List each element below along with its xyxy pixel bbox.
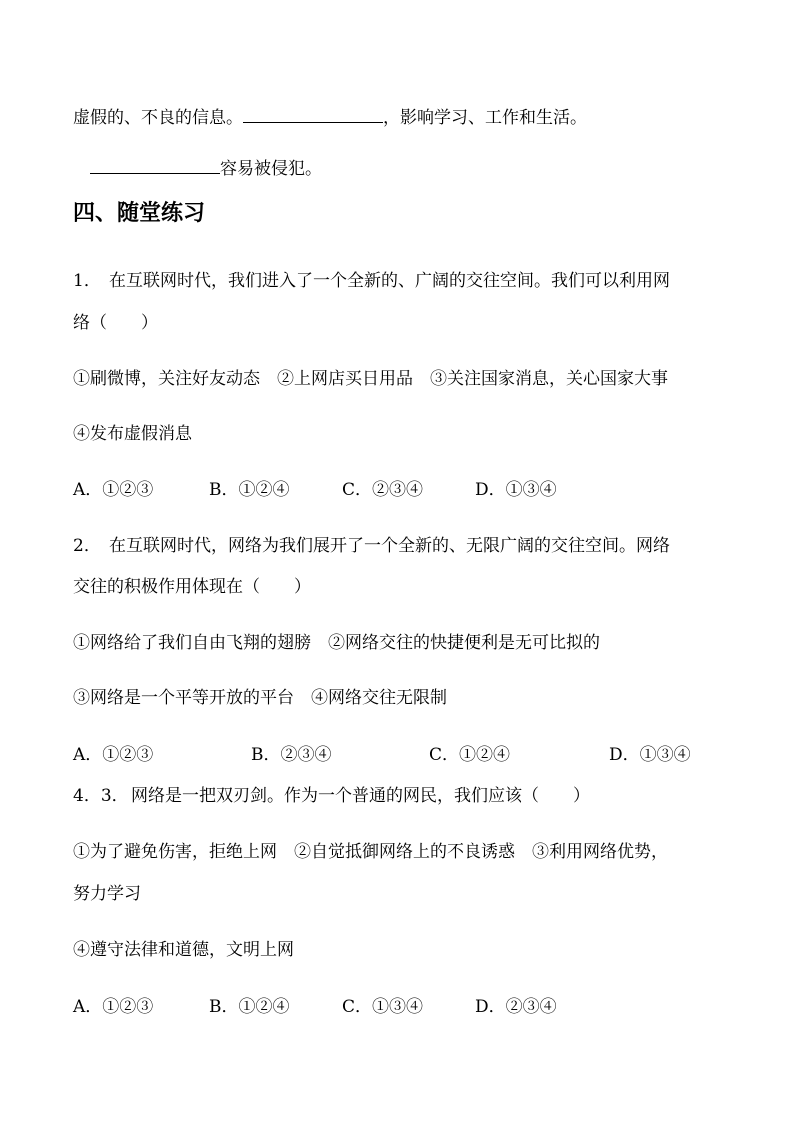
question-2-stem-line-1 bbox=[73, 535, 670, 557]
question-1-items-line-2: ④发布虚假消息 bbox=[73, 424, 192, 444]
option-c[interactable]: C．②③④ bbox=[342, 480, 424, 500]
fill-in-text: 容易被侵犯。 bbox=[220, 159, 322, 179]
fill-in-line-1 bbox=[73, 106, 587, 129]
question-3-items-line-1: ①为了避免伤害，拒绝上网 ②自觉抵御网络上的不良诱惑 ③利用网络优势， bbox=[73, 842, 668, 862]
question-2-items-line-2: ③网络是一个平等开放的平台 ④网络交往无限制 bbox=[73, 688, 447, 708]
question-stem: 网络是一把双刃剑。作为一个普通的网民，我们应该（ ） bbox=[131, 786, 590, 806]
option-a[interactable]: A．①②③ bbox=[73, 997, 154, 1017]
question-number: 2． bbox=[73, 536, 101, 556]
question-stem: 在互联网时代，网络为我们展开了一个全新的、无限广阔的交往空间。网络 bbox=[109, 536, 670, 556]
question-number: 1． bbox=[73, 271, 101, 291]
section-title: 四、随堂练习 bbox=[73, 200, 206, 226]
fill-in-text: ，影响学习、工作和生活。 bbox=[383, 108, 587, 128]
option-b[interactable]: B．②③④ bbox=[251, 745, 332, 765]
question-number: 4．3． bbox=[73, 786, 129, 806]
question-1-stem-line-2: 络（ ） bbox=[73, 313, 158, 333]
answer-blank[interactable] bbox=[243, 106, 383, 123]
question-2-stem-line-2: 交往的积极作用体现在（ ） bbox=[73, 577, 311, 597]
question-2-options bbox=[73, 744, 691, 766]
question-3-stem-line-1 bbox=[73, 785, 590, 807]
option-c[interactable]: C．①③④ bbox=[342, 997, 424, 1017]
fill-in-line-2 bbox=[90, 157, 322, 180]
question-1-options bbox=[73, 479, 557, 501]
question-1-stem-line-1 bbox=[73, 270, 670, 292]
question-3-options bbox=[73, 996, 557, 1018]
question-3-items-line-2: 努力学习 bbox=[73, 884, 141, 904]
question-3-items-line-3: ④遵守法律和道德，文明上网 bbox=[73, 940, 294, 960]
fill-in-text: 虚假的、不良的信息。 bbox=[73, 108, 243, 128]
answer-blank[interactable] bbox=[90, 157, 220, 174]
option-b[interactable]: B．①②④ bbox=[209, 997, 290, 1017]
question-2-items-line-1: ①网络给了我们自由飞翔的翅膀 ②网络交往的快捷便利是无可比拟的 bbox=[73, 633, 600, 653]
option-b[interactable]: B．①②④ bbox=[209, 480, 290, 500]
question-stem: 在互联网时代，我们进入了一个全新的、广阔的交往空间。我们可以利用网 bbox=[109, 271, 670, 291]
option-c[interactable]: C．①②④ bbox=[429, 745, 511, 765]
question-1-items-line-1: ①刷微博，关注好友动态 ②上网店买日用品 ③关注国家消息，关心国家大事 bbox=[73, 369, 668, 389]
option-a[interactable]: A．①②③ bbox=[73, 480, 154, 500]
option-d[interactable]: D．①③④ bbox=[609, 745, 691, 765]
option-a[interactable]: A．①②③ bbox=[73, 745, 154, 765]
option-d[interactable]: D．①③④ bbox=[475, 480, 557, 500]
option-d[interactable]: D．②③④ bbox=[475, 997, 557, 1017]
